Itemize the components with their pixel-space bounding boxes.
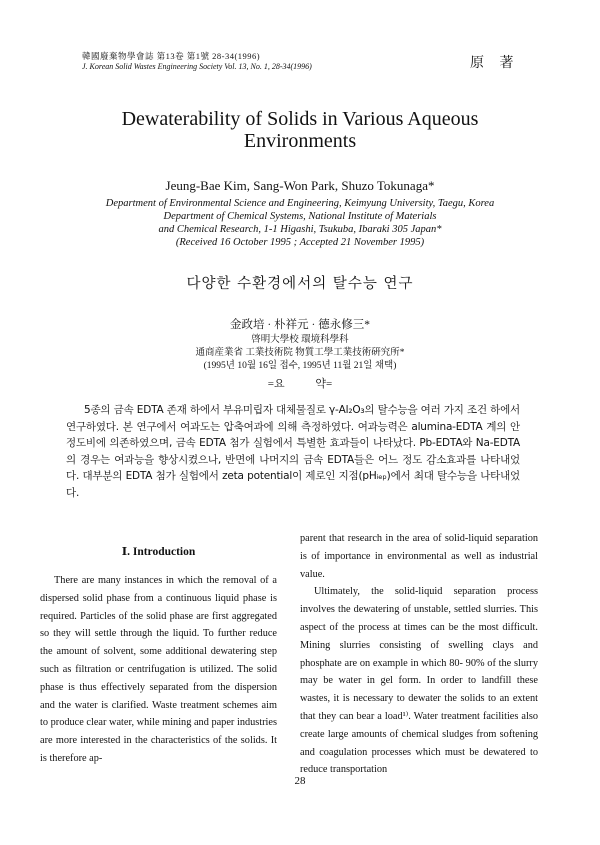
korean-affiliations [0, 334, 600, 373]
korean-affiliation-line-2: 通商産業省 工業技術院 物質工學工業技術硏究所* [195, 348, 405, 358]
abstract-heading: =요 약= [267, 378, 333, 390]
korean-affiliation-line-1: 啓明大學校 環境科學科 [251, 335, 349, 345]
korean-authors: 金政培 · 朴祥元 · 德永修三* [230, 319, 370, 331]
paragraph: There are many instances in which the removal of a dispersed solid phase from a continuous liquid phase is required. Particles of the solid phase are first aggregated so they will settle through the liquid. To further reduce the amount of solvent, some additional dewatering step such as filtration or centrifugation is utilized. The solid phase is thus effectively separated from the dispersion and the water is clarified. Waste treatment schemes aim to produce clear water, while mining and paper industries are more interested in the characteristics of the solids. It is therefore ap- [40, 575, 277, 764]
paragraph: parent that research in the area of solid-liquid separation is of importance in environmental as well as industrial value. [300, 533, 538, 580]
affiliation-line-1: Department of Environmental Science and Engineering, Keimyung University, Taegu, Korea [105, 198, 495, 209]
paragraph: Ultimately, the solid-liquid separation process involves the dewatering of unstable, settled slurries. This aspect of the process at times can be the most difficult. Mining slurries consisting of swelling clays and phosphate are on example in which 80- 90% of the slurry may be water in gel form. In order to landfill these wastes, it is necessary to dewater the solids to an extent that they can bear a load¹⁾. Water treatment facilities also create large amounts of chemical sludges from softening and coagulation processes which must be dewatered to reduce transportation [300, 586, 538, 776]
affiliation-line-2: Department of Chemical Systems, National Institute of Materials [163, 211, 437, 222]
title-line-2: Environments [243, 130, 357, 152]
article-title [0, 108, 600, 152]
body-column-left [40, 572, 277, 768]
title-line-1: Dewaterability of Solids in Various Aqueous [121, 108, 479, 130]
korean-title: 다양한 수환경에서의 탈수능 연구 [186, 276, 414, 292]
received-dates: (Received 16 October 1995 ; Accepted 21 November 1995) [175, 237, 425, 248]
abstract [66, 402, 520, 501]
abstract-text: 5종의 금속 EDTA 존재 하에서 부유미립자 대체물질로 γ-Al₂O₃의 탈수능을 여러 가지 조건 하에서 연구하였다. 본 연구에서 여과도는 압축여과에 의해 측정하였다. 여과능력은 alumina-EDTA 계의 안정도비에 의존하였으며, 금속 EDTA 첨가 실험에서 특별한 효과들이 나타났다. Pb-EDTA와 Na-EDTA의 경우는 여과능을 향상시켰으나, 반면에 나머지의 금속 EDTA들은 어느 정도 감소효과를 나타내었다. 대부분의 EDTA 첨가 실험에서 zeta potential이 제로인 지점(pHᵢₑₚ)에서 최대 탈수능을 나타내었다. [66, 404, 520, 499]
affiliation-line-3: and Chemical Research, 1-1 Higashi, Tsukuba, Ibaraki 305 Japan* [158, 224, 442, 235]
body-column-right [300, 530, 538, 779]
korean-received-dates: (1995년 10월 16일 접수, 1995년 11월 21일 채택) [203, 361, 397, 371]
affiliations [0, 197, 600, 249]
section-heading: Ⅰ. Introduction [121, 546, 196, 558]
authors: Jeung-Bae Kim, Sang-Won Park, Shuzo Tokunaga* [165, 178, 435, 193]
journal-header-korean: 韓國廢棄物學會誌 第13卷 第1號 28-34(1996) [82, 51, 261, 61]
article-type-label: 原 著 [470, 56, 520, 71]
journal-header-english: J. Korean Solid Wastes Engineering Society Vol. 13, No. 1, 28-34(1996) [82, 62, 312, 71]
page-number: 28 [294, 775, 306, 787]
